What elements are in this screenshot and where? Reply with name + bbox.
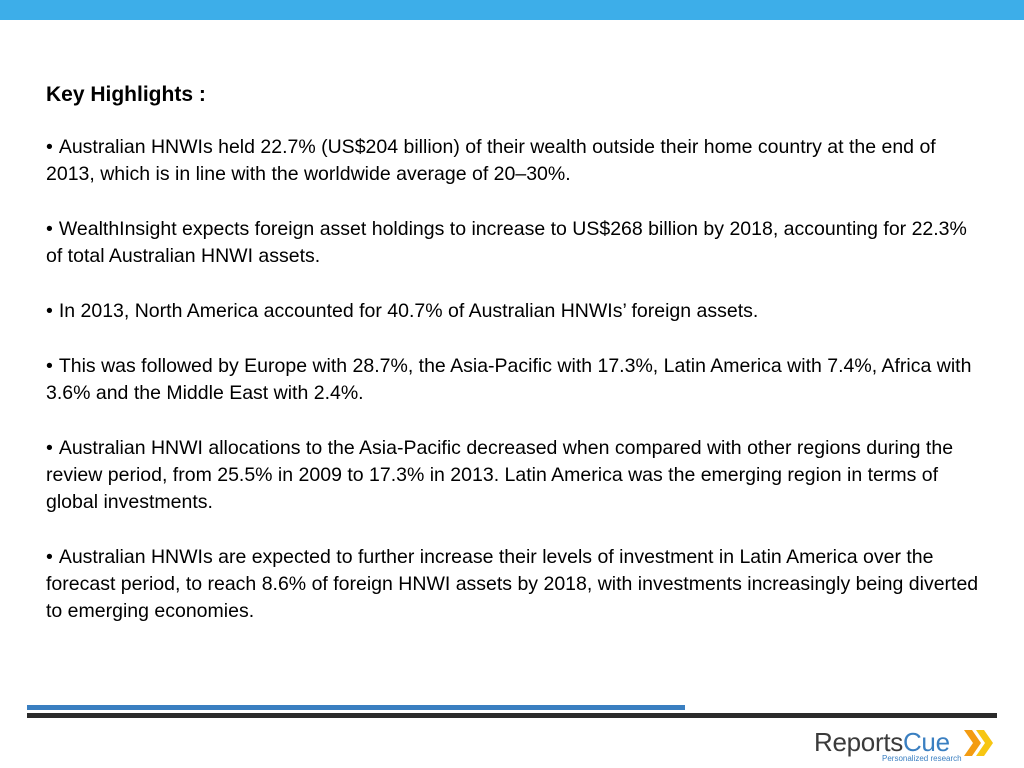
bullet-mark: • bbox=[46, 546, 53, 568]
reportscue-logo bbox=[814, 726, 1004, 766]
slide-title: Key Highlights : bbox=[46, 83, 206, 106]
bullet-mark: • bbox=[46, 218, 53, 240]
highlight-item bbox=[46, 353, 986, 407]
highlights-list bbox=[46, 134, 986, 625]
highlight-text: Australian HNWI allocations to the Asia-Pacific decreased when compared with other regions during the review period, from 25.5% in 2009 to 17.3% in 2013. Latin America was the emerging region in terms of global investments. bbox=[46, 437, 954, 513]
highlight-text: Australian HNWIs held 22.7% (US$204 billion) of their wealth outside their home country at the end of 2013, which is in line with the worldwide average of 20–30%. bbox=[46, 136, 936, 185]
highlight-text: This was followed by Europe with 28.7%, the Asia-Pacific with 17.3%, Latin America with 7.4%, Africa with 3.6% and the Middle East with 2.4%. bbox=[46, 355, 972, 404]
highlight-item bbox=[46, 134, 986, 188]
highlight-text: In 2013, North America accounted for 40.7% of Australian HNWIs’ foreign assets. bbox=[58, 300, 759, 322]
double-chevron-right-icon bbox=[964, 730, 996, 756]
highlight-text: Australian HNWIs are expected to further increase their levels of investment in Latin America over the forecast period, to reach 8.6% of foreign HNWI assets by 2018, with investments increasingly being diverted to emerging economies. bbox=[46, 546, 979, 622]
bullet-mark: • bbox=[46, 300, 53, 322]
highlight-item bbox=[46, 435, 986, 516]
bullet-mark: • bbox=[46, 136, 53, 158]
footer-blue-divider bbox=[27, 705, 685, 710]
logo-word-cue: Cue bbox=[902, 727, 950, 757]
footer-dark-divider bbox=[27, 713, 997, 718]
top-accent-bar bbox=[0, 0, 1024, 20]
highlight-item bbox=[46, 298, 986, 325]
highlight-text: WealthInsight expects foreign asset holdings to increase to US$268 billion by 2018, accounting for 22.3% of total Australian HNWI assets. bbox=[46, 218, 967, 267]
highlight-item bbox=[46, 216, 986, 270]
logo-word-reports: Reports bbox=[814, 727, 903, 757]
highlight-item bbox=[46, 544, 986, 625]
bullet-mark: • bbox=[46, 437, 53, 459]
logo-tagline: Personalized research bbox=[882, 754, 962, 763]
bullet-mark: • bbox=[46, 355, 53, 377]
slide-content bbox=[46, 80, 986, 653]
